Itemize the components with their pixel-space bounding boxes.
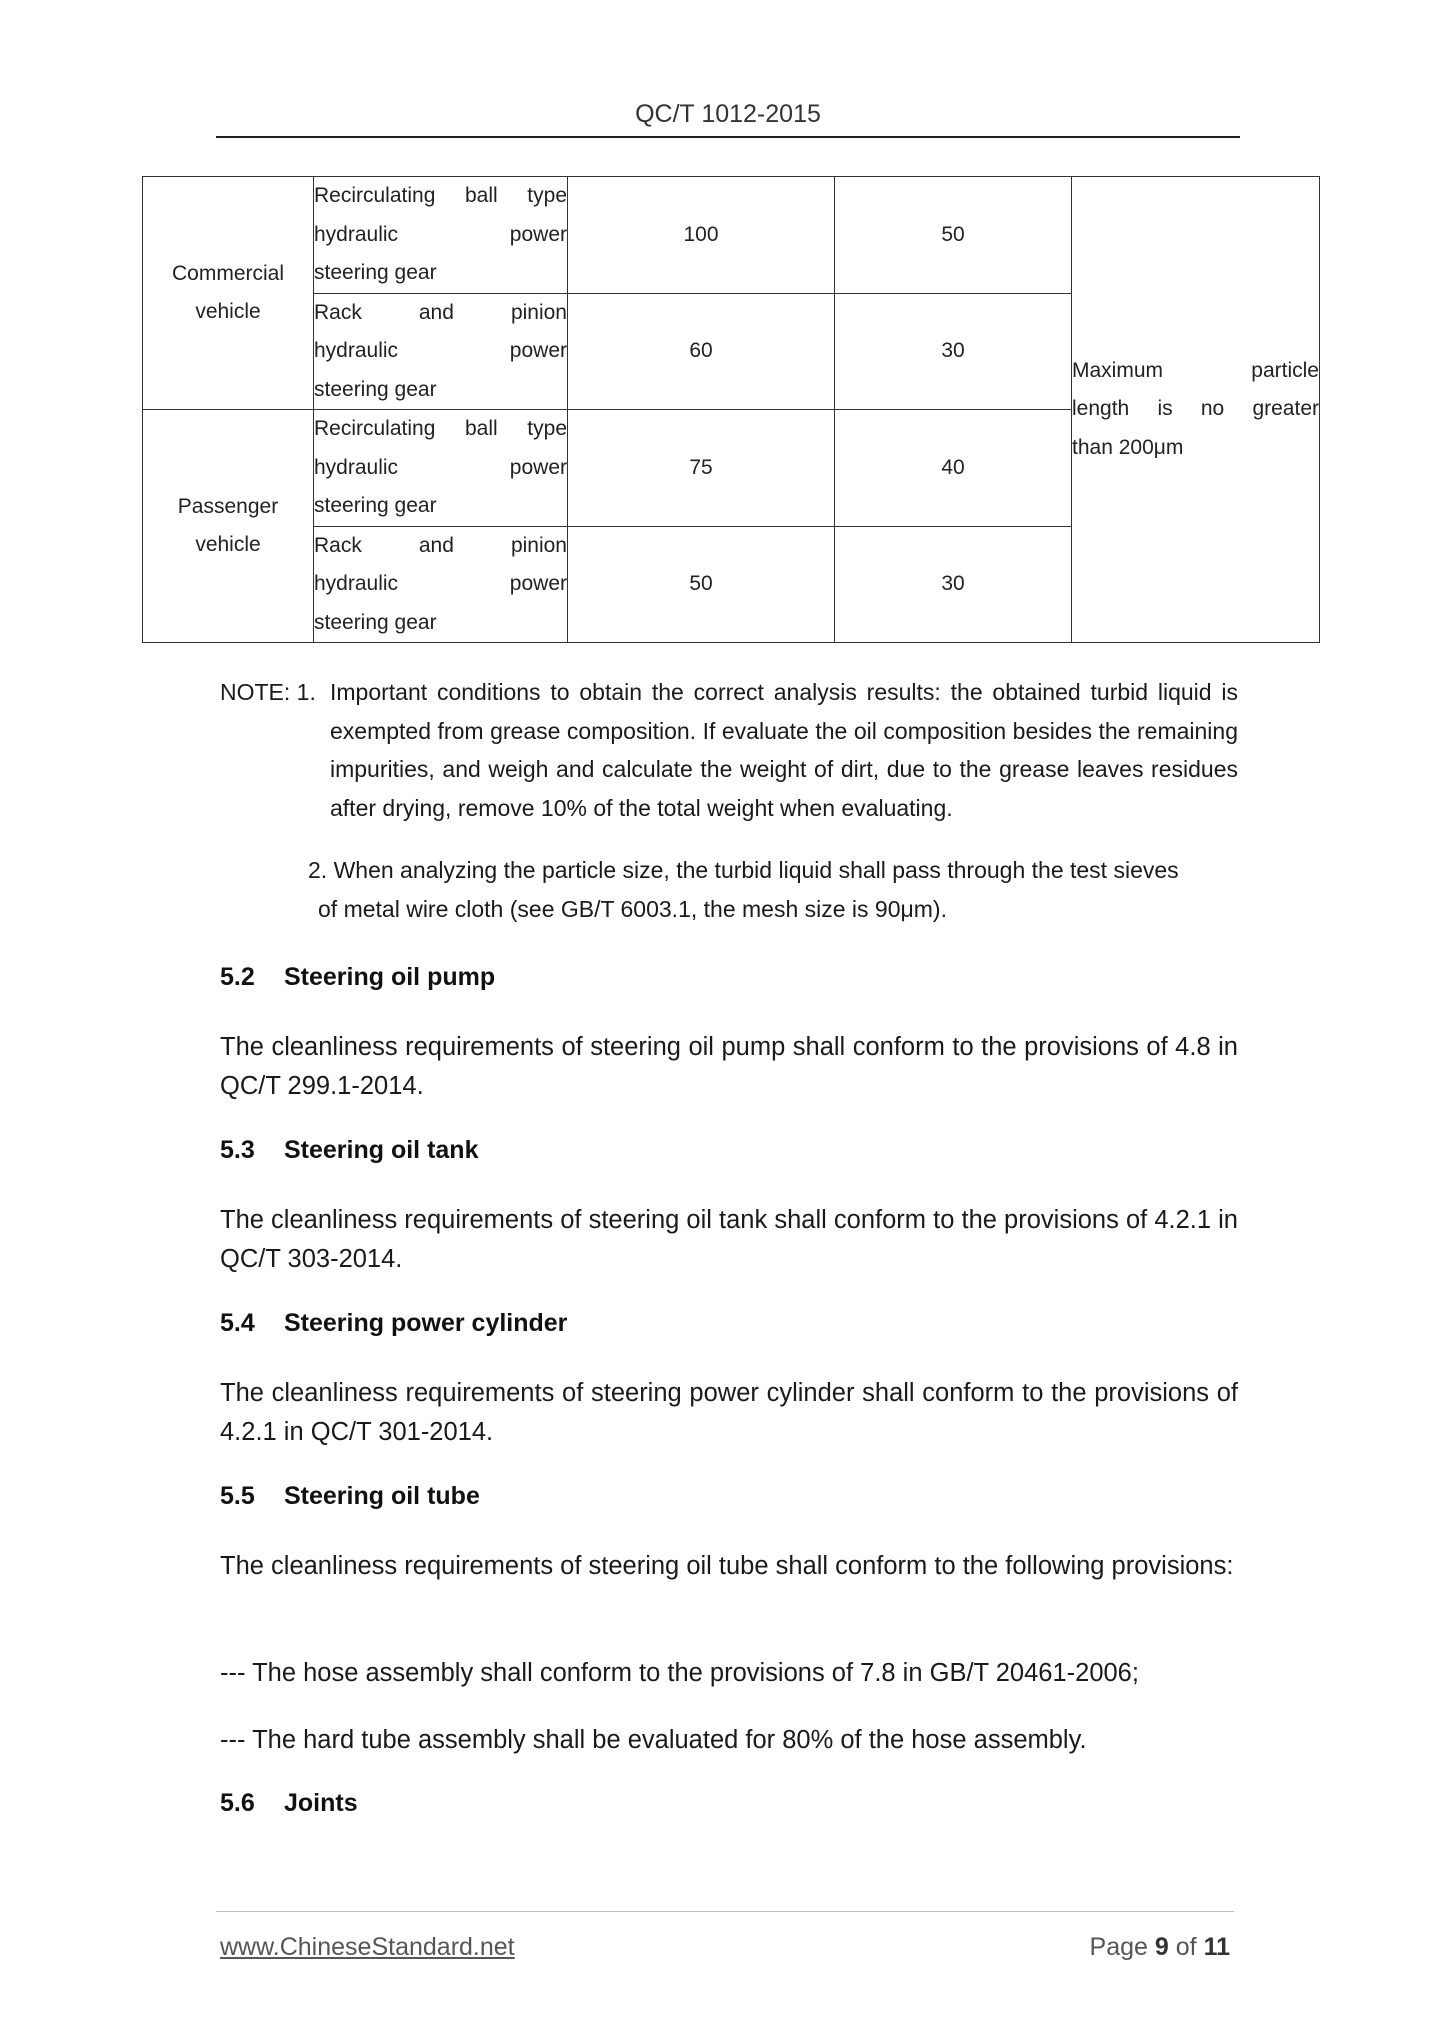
page-number: Page 9 of 11 (1089, 1933, 1230, 1961)
list-item: --- The hose assembly shall conform to the provisions of 7.8 in GB/T 20461-2006; (220, 1659, 1139, 1687)
category-passenger: Passenger vehicle (143, 410, 314, 643)
header-rule (216, 136, 1240, 138)
type-cell: Recirculating ball type hydraulic power steering gear (314, 177, 568, 294)
value-cell: 100 (568, 177, 835, 294)
value-cell: 60 (568, 293, 835, 410)
section-heading-5-4: 5.4 Steering power cylinder (220, 1309, 568, 1337)
document-header: QC/T 1012-2015 (635, 100, 821, 128)
category-commercial: Commercial vehicle (143, 177, 314, 410)
value-cell: 75 (568, 410, 835, 527)
list-item: --- The hard tube assembly shall be evaluated for 80% of the hose assembly. (220, 1726, 1087, 1754)
section-heading-5-5: 5.5 Steering oil tube (220, 1482, 480, 1510)
note-1: NOTE: 1. Important conditions to obtain the correct analysis results: the obtained turbid liquid is exempted from grease composition. If evaluate the oil composition besides the remaining impurities, and weigh and calculate the weight of dirt, due to the grease leaves residues after drying, remove 10% of the total weight when evaluating. (220, 679, 1238, 821)
table-notes (220, 673, 1238, 928)
footer-rule (216, 1911, 1234, 1912)
cleanliness-table (142, 176, 1320, 643)
section-heading-5-3: 5.3 Steering oil tank (220, 1136, 479, 1164)
type-cell: Rack and pinion hydraulic power steering gear (314, 526, 568, 643)
section-text-5-2: The cleanliness requirements of steering oil pump shall conform to the provisions of 4.8 in QC/T 299.1-2014. (220, 1033, 1238, 1100)
section-heading-5-6: 5.6 Joints (220, 1789, 358, 1817)
section-heading-5-2: 5.2 Steering oil pump (220, 963, 496, 991)
value-cell: 30 (835, 293, 1072, 410)
section-text-5-4: The cleanliness requirements of steering power cylinder shall conform to the provisions of 4.2.1 in QC/T 301-2014. (220, 1379, 1238, 1446)
type-cell: Recirculating ball type hydraulic power steering gear (314, 410, 568, 527)
value-cell: 50 (568, 526, 835, 643)
section-text-5-5: The cleanliness requirements of steering oil tube shall conform to the following provisions: (220, 1552, 1234, 1580)
value-cell: 50 (835, 177, 1072, 294)
remark-cell: Maximum particle length is no greater than 200μm (1072, 177, 1320, 643)
section-text-5-3: The cleanliness requirements of steering oil tank shall conform to the provisions of 4.2.1 in QC/T 303-2014. (220, 1206, 1238, 1273)
note-2: 2. When analyzing the particle size, the turbid liquid shall pass through the test sieves of metal wire cloth (see GB/T 6003.1, the mesh size is 90μm). (308, 857, 1179, 922)
value-cell: 40 (835, 410, 1072, 527)
website-link[interactable]: www.ChineseStandard.net (220, 1933, 515, 1961)
type-cell: Rack and pinion hydraulic power steering gear (314, 293, 568, 410)
value-cell: 30 (835, 526, 1072, 643)
